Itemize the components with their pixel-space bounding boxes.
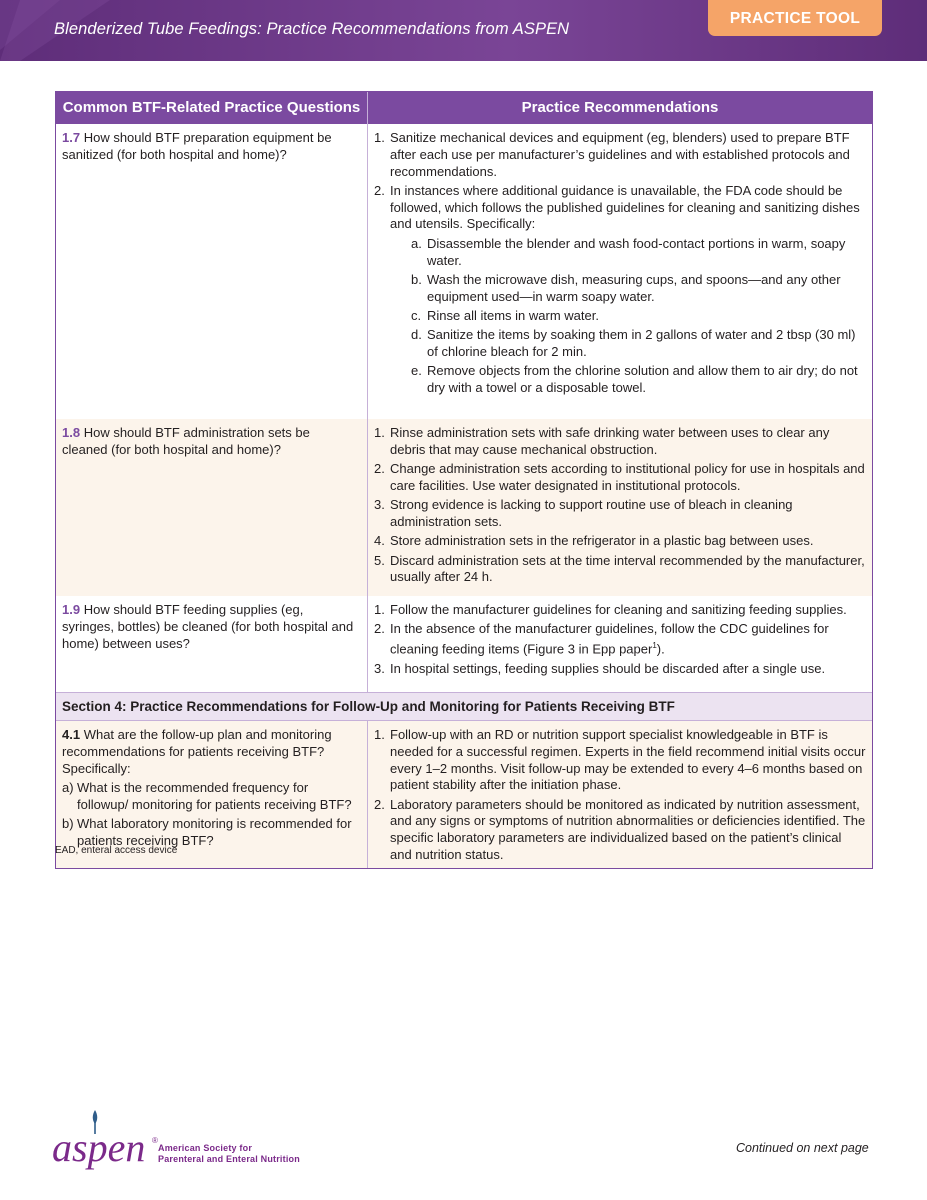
sub-item-letter: b.	[411, 271, 422, 287]
sub-item-text: Disassemble the blender and wash food-contact portions in warm, soapy water.	[427, 235, 846, 268]
header-banner	[0, 0, 927, 61]
sub-question-text: What is the recommended frequency for followup/ monitoring for patients receiving BTF?	[77, 780, 352, 813]
item-text: Strong evidence is lacking to support routine use of bleach in cleaning administration sets.	[390, 497, 793, 529]
question-cell	[56, 596, 368, 692]
item-text: Change administration sets according to institutional policy for use in hospitals and care facilities. Use water designated in institutional protocols.	[390, 461, 865, 493]
footnote-reference: 1	[652, 641, 657, 651]
question-text: How should BTF administration sets be cleaned (for both hospital and home)?	[62, 425, 310, 457]
item-text: Store administration sets in the refrigerator in a plastic bag between uses.	[390, 533, 814, 549]
sub-list	[390, 236, 866, 397]
question-number: 4.1	[62, 727, 81, 742]
item-text: Rinse administration sets with safe drinking water between uses to clear any debris that may cause mechanical obstruction.	[390, 425, 830, 457]
table-row	[56, 419, 872, 596]
section-4-header: Section 4: Practice Recommendations for Follow-Up and Monitoring for Patients Receiving BTF	[56, 692, 872, 721]
item-text: Sanitize mechanical devices and equipment (eg, blenders) used to prepare BTF after each use per manufacturer’s guidelines and with established protocols and recommendations.	[390, 130, 850, 179]
recommendation-list	[374, 602, 866, 678]
list-item	[374, 183, 866, 397]
sub-item-text: Remove objects from the chlorine solution and allow them to air dry; do not dry with a towel or a disposable towel.	[427, 363, 858, 396]
item-text: In the absence of the manufacturer guidelines, follow the CDC guidelines for cleaning feeding items (Figure 3 in Epp paper	[390, 621, 829, 657]
item-text: Follow-up with an RD or nutrition support specialist knowledgeable in BTF is needed for a successful regimen. Experts in the field recommend initial visits occur every 1–2 months. Visit follow-up may be extended to every 4–6 months based on patient stability after the initiation phase.	[390, 727, 866, 793]
recommendation-list	[374, 727, 866, 864]
list-item	[374, 533, 866, 550]
sub-item	[390, 272, 866, 306]
item-number: 3.	[374, 660, 385, 676]
table-header	[56, 92, 872, 124]
question-text: What are the follow-up plan and monitoring recommendations for patients receiving BTF? Specifically:	[62, 727, 332, 776]
list-item	[374, 130, 866, 180]
item-number: 2.	[374, 461, 385, 477]
sub-item-letter: e.	[411, 363, 422, 379]
table-row	[56, 596, 872, 692]
recommendation-cell	[368, 721, 872, 868]
question-number: 1.7	[62, 130, 81, 145]
sub-item-text: Wash the microwave dish, measuring cups, and spoons—and any other equipment used—in warm soapy water.	[427, 271, 841, 304]
item-number: 1.	[374, 727, 385, 742]
list-item	[374, 727, 866, 794]
item-number: 2.	[374, 621, 385, 637]
item-number: 2.	[374, 796, 385, 812]
document-title: Blenderized Tube Feedings: Practice Recommendations from ASPEN	[54, 20, 570, 38]
list-item	[374, 497, 866, 531]
item-text: Discard administration sets at the time interval recommended by the manufacturer, usually after 24 h.	[390, 552, 865, 585]
question-number: 1.9	[62, 602, 81, 617]
item-number: 2.	[374, 182, 385, 198]
question-number: 1.8	[62, 425, 81, 440]
item-number: 1.	[374, 602, 385, 617]
sub-question-letter: b)	[62, 816, 74, 832]
question-cell	[56, 419, 368, 596]
logo-organization-name	[158, 1143, 300, 1165]
item-number: 1.	[374, 130, 385, 145]
list-item	[374, 425, 866, 459]
item-number: 4.	[374, 533, 385, 549]
list-item	[374, 621, 866, 658]
list-item	[374, 797, 866, 864]
question-cell	[56, 124, 368, 419]
item-text: Laboratory parameters should be monitored as indicated by nutrition assessment, and any signs or symptoms of nutrition abnormalities or deficiencies identified. The specific laboratory parameters are individualized based on the patient’s clinical and nutrition status.	[390, 796, 866, 863]
recommendation-list	[374, 130, 866, 397]
item-number: 1.	[374, 425, 385, 440]
recommendation-cell	[368, 419, 872, 596]
sub-item-letter: c.	[411, 307, 422, 323]
sub-item	[390, 327, 866, 361]
logo-line-1: American Society for	[158, 1143, 253, 1153]
item-number: 3.	[374, 497, 385, 513]
list-item	[374, 553, 866, 587]
recommendation-list	[374, 425, 866, 586]
sub-item-text: Sanitize the items by soaking them in 2 gallons of water and 2 tbsp (30 ml) of chlorine bleach for 2 min.	[427, 327, 856, 360]
list-item	[374, 602, 866, 619]
recommendation-cell	[368, 596, 872, 692]
questions-column-header: Common BTF-Related Practice Questions	[56, 92, 368, 124]
question-text: How should BTF preparation equipment be sanitized (for both hospital and home)?	[62, 130, 332, 162]
sub-item	[390, 363, 866, 397]
sub-item-letter: a.	[411, 235, 422, 251]
question-text: How should BTF feeding supplies (eg, syringes, bottles) be cleaned (for both hospital and home) between uses?	[62, 602, 354, 651]
sub-item	[390, 308, 866, 325]
sub-question-text: What laboratory monitoring is recommended for patients receiving BTF?	[77, 816, 352, 849]
sub-question-letter: a)	[62, 780, 74, 796]
item-text-tail: ).	[656, 641, 665, 657]
list-item	[374, 661, 866, 678]
sub-item	[390, 236, 866, 270]
aspen-logo	[52, 1110, 312, 1180]
item-text: In instances where additional guidance is unavailable, the FDA code should be followed, which follows the published guidelines for cleaning and sanitizing dishes and utensils. Specifically:	[390, 182, 860, 232]
sub-item-letter: d.	[411, 327, 422, 343]
recommendations-table	[55, 91, 873, 869]
footnote: EAD, enteral access device	[55, 845, 178, 856]
logo-line-2: Parenteral and Enteral Nutrition	[158, 1154, 300, 1164]
registered-mark: ®	[152, 1136, 158, 1145]
item-text: Follow the manufacturer guidelines for cleaning and sanitizing feeding supplies.	[390, 602, 847, 617]
recommendations-column-header: Practice Recommendations	[521, 99, 719, 116]
item-number: 5.	[374, 552, 385, 568]
table-row	[56, 721, 872, 868]
sub-item-text: Rinse all items in warm water.	[427, 307, 599, 323]
item-text: In hospital settings, feeding supplies should be discarded after a single use.	[390, 660, 826, 676]
continued-note: Continued on next page	[736, 1141, 869, 1155]
sub-question	[62, 780, 357, 814]
practice-tool-tab: PRACTICE TOOL	[708, 0, 882, 36]
table-row	[56, 124, 872, 419]
list-item	[374, 461, 866, 495]
sub-question-list	[62, 780, 357, 850]
recommendation-cell	[368, 124, 872, 419]
logo-wordmark: aspen	[52, 1125, 146, 1170]
